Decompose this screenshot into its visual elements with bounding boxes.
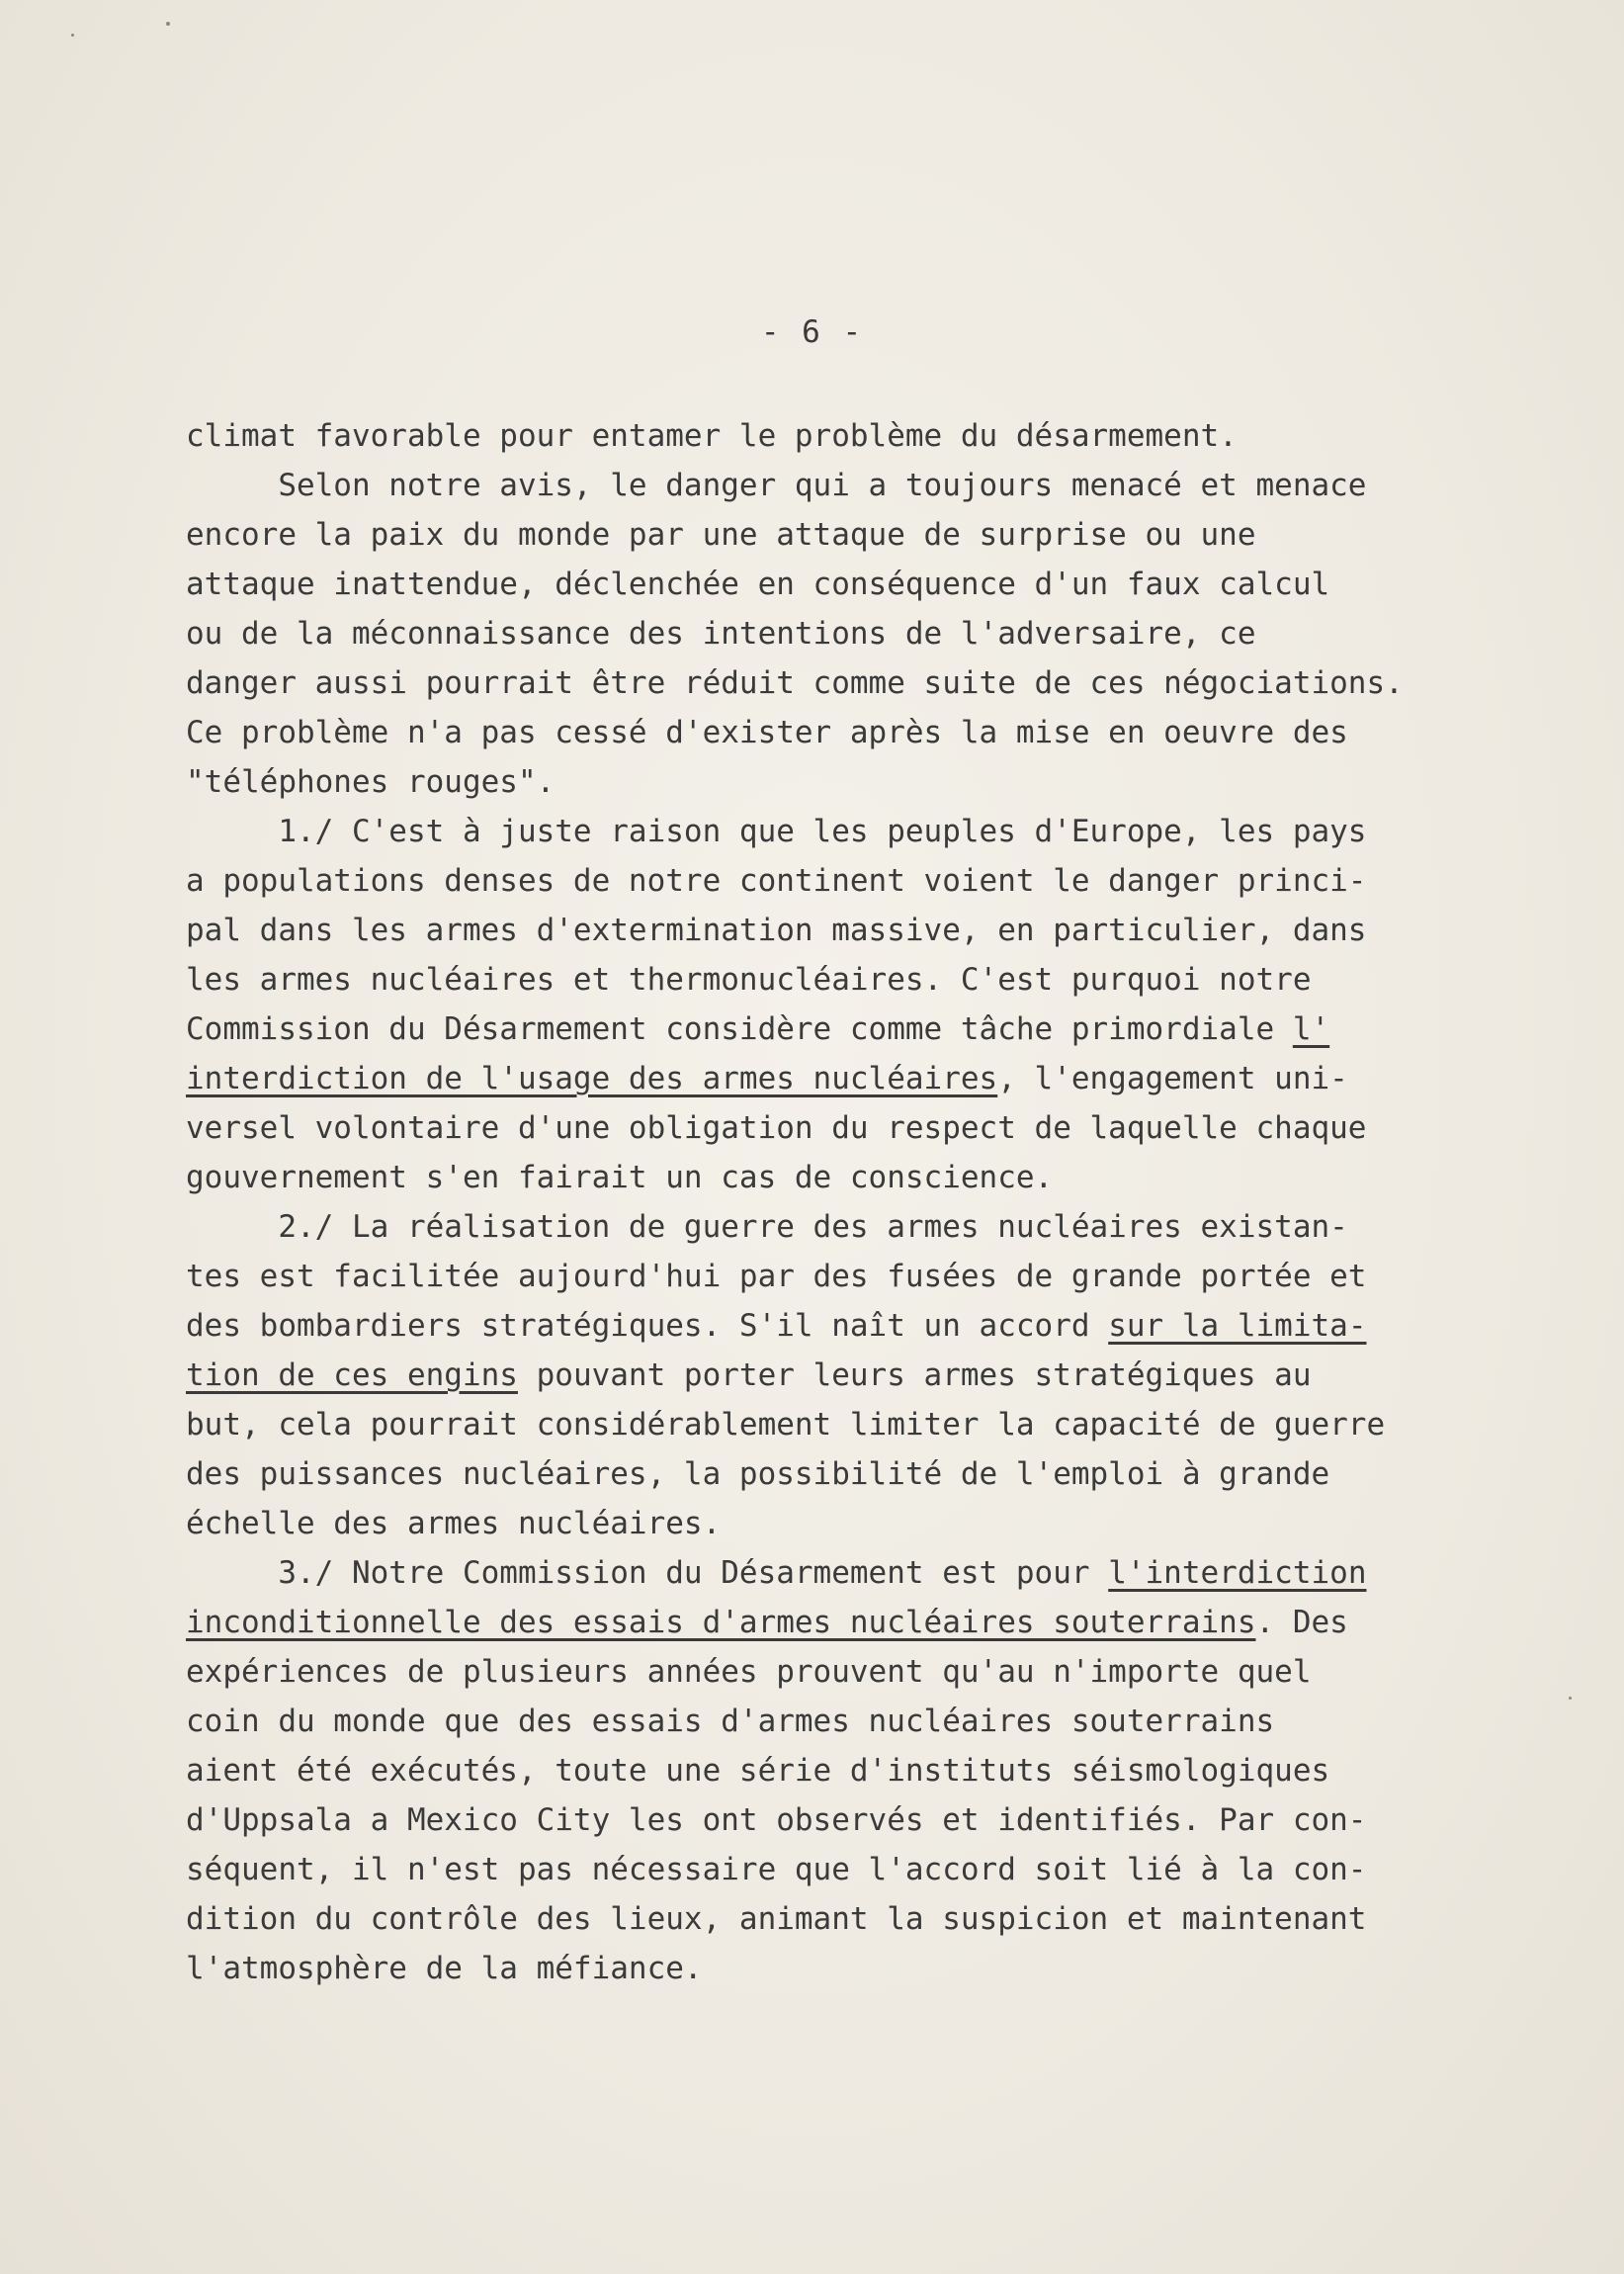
text-line	[186, 906, 1570, 955]
text-segment: Ce problème n'a pas cessé d'exister après la mise en oeuvre des	[186, 715, 1348, 750]
text-line	[186, 1351, 1570, 1400]
text-segment: climat favorable pour entamer le problème du désarmement.	[186, 418, 1238, 454]
text-segment: dition du contrôle des lieux, animant la suspicion et maintenant	[186, 1901, 1367, 1937]
text-segment: tes est facilitée aujourd'hui par des fusées de grande portée et	[186, 1259, 1367, 1294]
text-segment: attaque inattendue, déclenchée en conséquence d'un faux calcul	[186, 567, 1330, 602]
text-line	[186, 1449, 1570, 1499]
text-segment: séquent, il n'est pas nécessaire que l'accord soit lié à la con-	[186, 1852, 1367, 1887]
text-line	[186, 1301, 1570, 1351]
text-segment: danger aussi pourrait être réduit comme suite de ces négociations.	[186, 665, 1404, 701]
text-segment: but, cela pourrait considérablement limiter la capacité de guerre	[186, 1407, 1386, 1443]
underlined-text: l'	[1292, 1011, 1330, 1047]
text-line	[186, 609, 1570, 658]
underlined-text: inconditionnelle des essais d'armes nucléaires souterrains	[186, 1605, 1256, 1640]
text-line	[186, 461, 1570, 510]
text-segment: aient été exécutés, toute une série d'instituts séismologiques	[186, 1753, 1330, 1789]
text-line	[186, 1647, 1570, 1697]
text-segment: gouvernement s'en fairait un cas de conscience.	[186, 1160, 1054, 1195]
text-segment: des bombardiers stratégiques. S'il naît un accord	[186, 1308, 1109, 1344]
text-segment: Selon notre avis, le danger qui a toujours menacé et menace	[186, 468, 1367, 503]
underlined-text: sur la limita-	[1108, 1308, 1367, 1344]
text-line	[186, 1746, 1570, 1795]
text-segment: Commission du Désarmement considère comme tâche primordiale	[186, 1011, 1293, 1047]
text-line	[186, 955, 1570, 1005]
text-segment: 2./ La réalisation de guerre des armes nucléaires existan-	[186, 1209, 1348, 1245]
text-segment: expériences de plusieurs années prouvent qu'au n'importe quel	[186, 1654, 1312, 1690]
text-line	[186, 560, 1570, 609]
text-line	[186, 1103, 1570, 1153]
document-body	[186, 411, 1570, 1993]
text-segment: d'Uppsala a Mexico City les ont observés et identifiés. Par con-	[186, 1802, 1367, 1838]
paper-speck	[71, 34, 74, 37]
text-segment: versel volontaire d'une obligation du respect de laquelle chaque	[186, 1110, 1367, 1146]
text-segment: pouvant porter leurs armes stratégiques au	[517, 1357, 1312, 1393]
text-segment: a populations denses de notre continent voient le danger princi-	[186, 863, 1367, 899]
text-line	[186, 708, 1570, 757]
text-line	[186, 1153, 1570, 1202]
text-line	[186, 1252, 1570, 1301]
underlined-text: interdiction de l'usage des armes nucléaires	[186, 1061, 998, 1096]
text-line	[186, 1845, 1570, 1894]
text-segment: . Des	[1255, 1605, 1348, 1640]
text-segment: encore la paix du monde par une attaque de surprise ou une	[186, 517, 1256, 553]
text-line	[186, 1054, 1570, 1103]
underlined-text: tion de ces engins	[186, 1357, 518, 1393]
text-segment: "téléphones rouges".	[186, 764, 556, 800]
text-line	[186, 658, 1570, 708]
text-line	[186, 1400, 1570, 1449]
text-line	[186, 757, 1570, 807]
text-line	[186, 1944, 1570, 1993]
text-line	[186, 1795, 1570, 1845]
text-line	[186, 1548, 1570, 1598]
text-segment: les armes nucléaires et thermonucléaires. C'est purquoi notre	[186, 962, 1312, 998]
underlined-text: l'interdiction	[1108, 1555, 1367, 1591]
text-line	[186, 807, 1570, 856]
text-segment: , l'engagement uni-	[997, 1061, 1348, 1096]
text-segment: échelle des armes nucléaires.	[186, 1506, 722, 1541]
text-segment: 1./ C'est à juste raison que les peuples d'Europe, les pays	[186, 814, 1367, 849]
text-line	[186, 1005, 1570, 1054]
text-line	[186, 1202, 1570, 1252]
text-line	[186, 856, 1570, 906]
text-line	[186, 411, 1570, 461]
text-segment: l'atmosphère de la méfiance.	[186, 1951, 703, 1986]
paper-speck	[166, 22, 170, 26]
text-line	[186, 1598, 1570, 1647]
text-line	[186, 1499, 1570, 1548]
text-segment: 3./ Notre Commission du Désarmement est pour	[186, 1555, 1109, 1591]
text-segment: des puissances nucléaires, la possibilité de l'emploi à grande	[186, 1456, 1330, 1492]
text-segment: coin du monde que des essais d'armes nucléaires souterrains	[186, 1704, 1275, 1739]
text-line	[186, 510, 1570, 560]
page-number: - 6 -	[760, 314, 864, 350]
text-line	[186, 1697, 1570, 1746]
text-line	[186, 1894, 1570, 1944]
text-segment: ou de la méconnaissance des intentions de l'adversaire, ce	[186, 616, 1256, 652]
text-segment: pal dans les armes d'extermination massive, en particulier, dans	[186, 913, 1367, 948]
